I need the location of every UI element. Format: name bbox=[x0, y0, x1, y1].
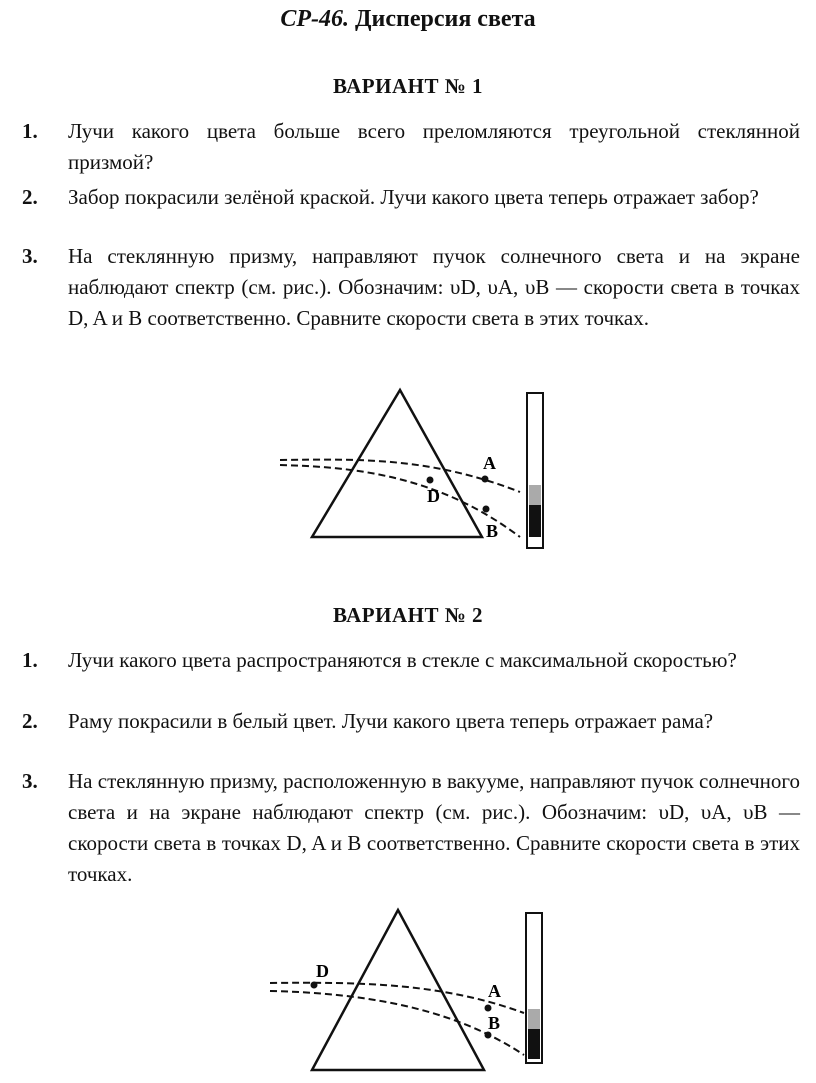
task-text: Лучи какого цвета распространяются в стекле с максимальной скоростью? bbox=[68, 648, 737, 672]
variant-1-task-2 bbox=[22, 182, 800, 213]
task-text: Лучи какого цвета больше всего преломляются треугольной стеклянной призмой? bbox=[68, 119, 800, 174]
task-text: На стеклянную призму, направляют пучок солнечного света и на экране наблюдают спектр (см. рис.). Обозначим: υD, υA, υB — скорости света в точках D, A и B соответственно. Сравните скорости света в этих точках. bbox=[68, 244, 800, 330]
label-a: A bbox=[488, 981, 501, 1001]
worksheet-code: СР-46. bbox=[280, 6, 350, 32]
variant-2-prism-figure bbox=[262, 905, 562, 1075]
prism-triangle bbox=[312, 390, 482, 537]
variant-2-task-3 bbox=[22, 766, 800, 890]
label-d: D bbox=[316, 961, 329, 981]
label-b: B bbox=[486, 521, 499, 541]
spectrum-dark bbox=[528, 1029, 540, 1059]
variant-2-task-2 bbox=[22, 706, 800, 737]
task-number: 1. bbox=[22, 119, 38, 143]
variant-1-title: ВАРИАНТ № 1 bbox=[332, 74, 484, 98]
point-a bbox=[485, 1005, 492, 1012]
ray-lower bbox=[270, 991, 524, 1055]
task-text: На стеклянную призму, расположенную в вакууме, направляют пучок солнечного света и на экране наблюдают спектр (см. рис.). Обозначим: υD, υA, υB — скорости света в точках D, A и B соответственно. Сравните скорости света в этих точках. bbox=[68, 769, 800, 886]
variant-1-prism-figure bbox=[270, 385, 560, 555]
task-text: Забор покрасили зелёной краской. Лучи какого цвета теперь отражает забор? bbox=[68, 185, 759, 209]
point-a bbox=[482, 476, 489, 483]
task-number: 1. bbox=[22, 648, 38, 672]
point-d bbox=[427, 477, 434, 484]
label-d: D bbox=[427, 486, 440, 506]
variant-1-task-1 bbox=[22, 116, 800, 178]
variant-2-task-1 bbox=[22, 645, 800, 676]
task-number: 3. bbox=[22, 244, 38, 268]
task-number: 3. bbox=[22, 769, 38, 793]
spectrum-light bbox=[529, 485, 541, 505]
task-text: Раму покрасили в белый цвет. Лучи какого цвета теперь отражает рама? bbox=[68, 709, 714, 733]
spectrum-dark bbox=[529, 505, 541, 537]
point-d bbox=[311, 982, 318, 989]
label-b: B bbox=[488, 1013, 501, 1033]
point-b bbox=[483, 506, 490, 513]
page-title bbox=[0, 6, 816, 33]
label-a: A bbox=[483, 453, 496, 473]
spectrum-light bbox=[528, 1009, 540, 1029]
task-number: 2. bbox=[22, 709, 38, 733]
worksheet-title: Дисперсия света bbox=[355, 6, 536, 32]
task-number: 2. bbox=[22, 185, 38, 209]
variant-1-task-3 bbox=[22, 241, 800, 334]
variant-2-title: ВАРИАНТ № 2 bbox=[332, 603, 484, 627]
prism-triangle bbox=[312, 910, 484, 1070]
